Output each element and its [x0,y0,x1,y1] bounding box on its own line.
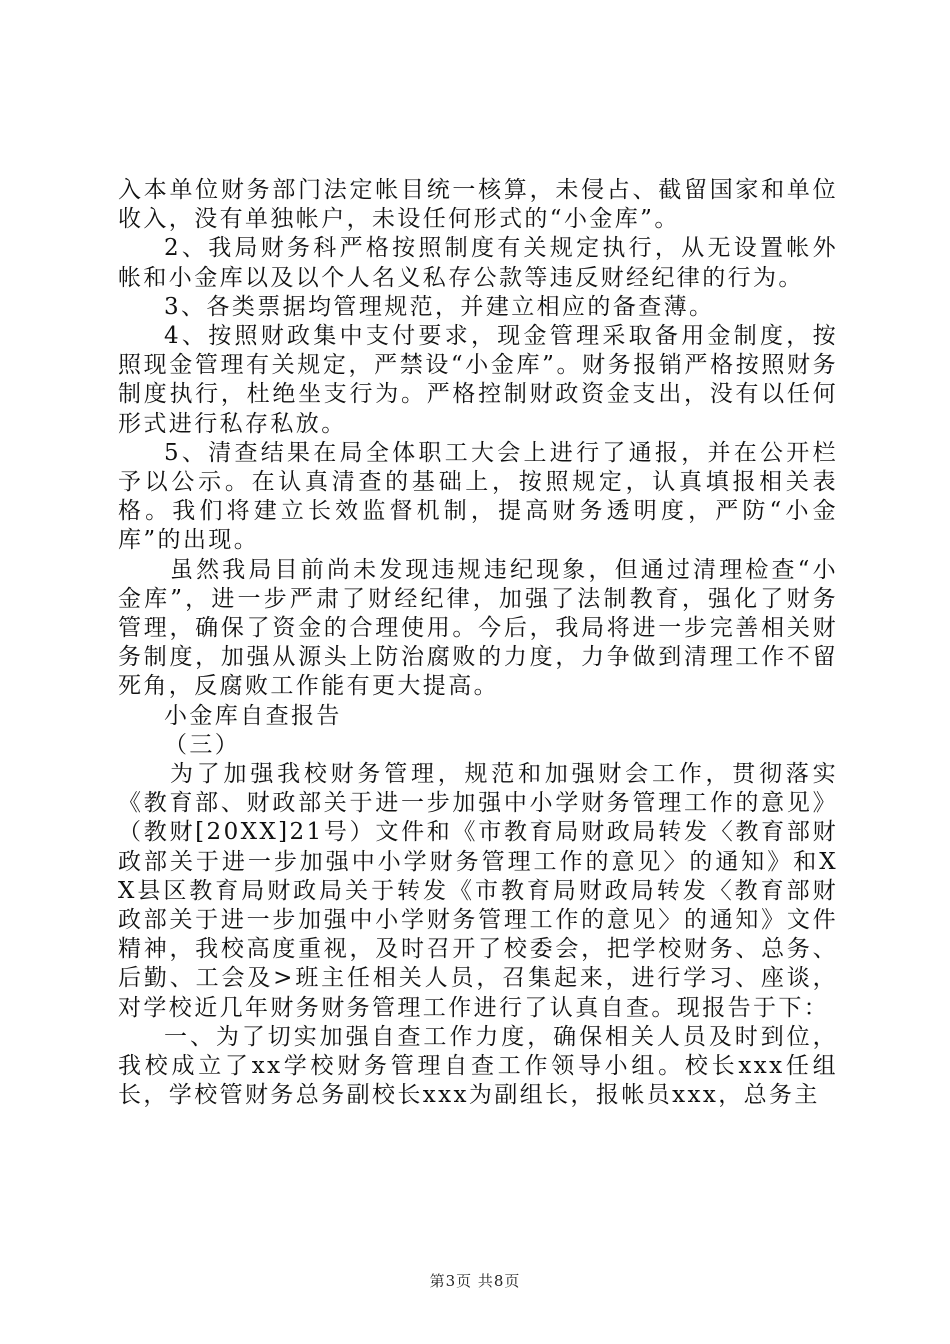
paragraph-item-5: 5、清查结果在局全体职工大会上进行了通报，并在公开栏予以公示。在认真清查的基础上，按照规定，认真填报相关表格。我们将建立长效监督机制，提高财务透明度，严防“小金库”的出现。 [118,439,838,554]
paragraph-conclusion: 虽然我局目前尚未发现违规违纪现象，但通过清理检查“小金库”，进一步严肃了财经纪律，加强了法制教育，强化了财务管理，确保了资金的合理使用。今后，我局将进一步完善相关财务制度，加强从源头上防治腐败的力度，力争做到清理工作不留死角，反腐败工作能有更大提高。 [118,556,838,700]
section-title: 小金库自查报告 [164,702,342,729]
document-body [118,176,838,1111]
paragraph-continuation: 入本单位财务部门法定帐目统一核算，未侵占、截留国家和单位收入，没有单独帐户，未设任何形式的“小金库”。 [118,177,838,233]
paragraph-item-4: 4、按照财政集中支付要求，现金管理采取备用金制度，按照现金管理有关规定，严禁设“小金库”。财务报销严格按照财务制度执行，杜绝坐支行为。严格控制财政资金支出，没有以任何形式进行私存私放。 [118,323,838,437]
page-number-footer: 第3页 共8页 [429,1272,521,1290]
paragraph-item-3: 3、各类票据均管理规范，并建立相应的备查薄。 [164,293,715,320]
section-number: （三） [164,731,241,758]
paragraph-intro: 为了加强我校财务管理，规范和加强财会工作，贯彻落实《教育部、财政部关于进一步加强中小学财务管理工作的意见》（教财[20XX]21号）文件和《市教育局财政局转发〈教育部财政部关于进一步加强中小学财务管理工作的意见〉的通知》和XX县区教育局财政局关于转发《市教育局财政局转发〈教育部财政部关于进一步加强中小学财务管理工作的意见〉的通知》文件精神，我校高度重视，及时召开了校委会，把学校财务、总务、后勤、工会及>班主任相关人员，召集起来，进行学习、座谈，对学校近几年财务财务管理工作进行了认真自查。现报告于下： [118,761,838,1021]
paragraph-item-2: 2、我局财务科严格按照制度有关规定执行，从无设置帐外帐和小金库以及以个人名义私存公款等违反财经纪律的行为。 [118,235,838,291]
paragraph-point-1: 一、为了切实加强自查工作力度，确保相关人员及时到位，我校成立了xx学校财务管理自查工作领导小组。校长xxx任组长，学校管财务总务副校长xxx为副组长，报帐员xxx，总务主 [118,1023,838,1109]
